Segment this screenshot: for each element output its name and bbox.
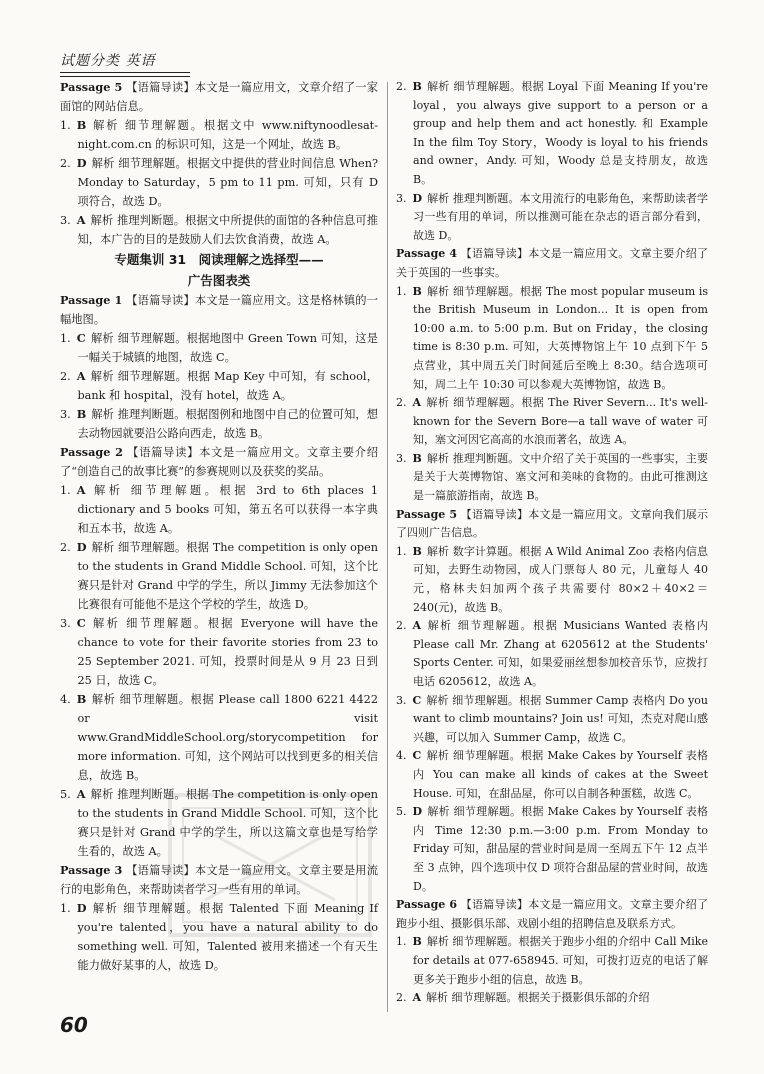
answer-item xyxy=(396,692,708,748)
answer-letter: C xyxy=(76,331,86,345)
answer-letter: C xyxy=(76,616,86,630)
passage-intro-text: 【语篇导读】本文是一篇应用文。文章主要是用流行的电影角色，来帮助读者学习一些有用的单词。 xyxy=(60,864,379,896)
answer-item xyxy=(396,803,708,896)
passage-label: Passage 4 xyxy=(396,247,458,261)
answer-explanation: 解析 数字计算题。根据 A Wild Animal Zoo 表格内信息可知，去野生动物园，成人门票每人 80 元，儿童每人 40 元，格林夫妇加两个孩子共需要付 80×2＋40×2＝240(元)，故选 B。 xyxy=(413,544,708,614)
question-number: 1. xyxy=(60,902,71,915)
question-number: 1. xyxy=(60,119,71,132)
answer-letter: B xyxy=(412,284,422,298)
passage-intro xyxy=(60,861,378,899)
question-number: 2. xyxy=(60,370,71,383)
question-number: 2. xyxy=(60,541,71,554)
answer-explanation: 解析 推理判断题。根据图例和地图中自己的位置可知，想去动物园就要沿公路向西走，故选 B。 xyxy=(77,408,378,440)
answer-letter: D xyxy=(412,191,423,205)
passage-label: Passage 3 xyxy=(60,863,123,877)
answer-item xyxy=(60,211,378,249)
question-number: 1. xyxy=(60,332,71,345)
answer-explanation: 解析 细节理解题。根据 Make Cakes by Yourself 表格内 Time 12:30 p.m.—3:00 p.m. From Monday to Friday 可知，甜品屋的营业时间是周一至周五下午 12 点半至 3 点钟，四个选项中仅 D 项符合甜品屋的营业时间，故选 D。 xyxy=(413,805,708,893)
answer-letter: D xyxy=(76,901,87,915)
question-number: 4. xyxy=(396,749,407,763)
section-title: 广告图表类 xyxy=(187,273,251,288)
passage-label: Passage 2 xyxy=(60,445,123,459)
question-number: 3. xyxy=(396,451,407,465)
question-number: 3. xyxy=(60,408,71,421)
question-number: 5. xyxy=(60,788,71,801)
passage-intro xyxy=(60,78,378,116)
answer-letter: A xyxy=(412,619,422,633)
answer-explanation: 解析 细节理解题。根据 Loyal 下面 Meaning If you're loyal，you always give support to a person or a group and help them and act honestly. 和 Example In the film Toy Story，Woody is loyal to his friends and owner，Andy. 可知，Woody 总是支持朋友，故选 B。 xyxy=(413,80,708,186)
answer-item xyxy=(396,394,708,450)
question-number: 3. xyxy=(396,693,407,707)
section-title: 专题集训 31 阅读理解之选择型—— xyxy=(114,252,324,267)
question-number: 4. xyxy=(60,693,71,706)
answer-explanation: 解析 细节理解题。根据 Everyone will have the chance to vote for their favorite stories from 23 to 25 September 2021. 可知，投票时间是从 9 月 23 日到 25 日，故选 C。 xyxy=(77,617,378,687)
answer-explanation: 解析 细节理解题。根据 The most popular museum is the British Museum in London... It is open from 10:00 a.m. to 5:00 p.m. But on Friday，the closing time is 8:30 p.m. 可知，大英博物馆上午 10 点到下午 5 点营业，其中周五关门时间延后至晚上 8:30。结合选项可知，周二上午 10:30 可以参观大英博物馆，故选 B。 xyxy=(413,284,708,391)
answer-item xyxy=(396,450,708,506)
answer-item xyxy=(60,899,378,975)
passage-intro-text: 【语篇导读】本文是一篇应用文。这是格林镇的一幅地图。 xyxy=(60,294,379,326)
question-number: 1. xyxy=(396,284,407,298)
header-rule-thin xyxy=(60,76,190,77)
answer-letter: B xyxy=(412,935,422,949)
answer-item xyxy=(396,543,708,617)
right-column xyxy=(396,78,708,1008)
answer-explanation: 解析 细节理解题。根据文中 www.niftynoodlesat-night.com.cn 的标识可知，这是一个网址，故选 B。 xyxy=(77,119,378,151)
answer-item xyxy=(396,747,708,803)
answer-explanation: 解析 细节理解题。根据 The River Severn... It's well-known for the Severn Bore—a tall wave of water 可知，塞文河因它高高的水浪而著名，故选 A。 xyxy=(413,396,708,447)
answer-explanation: 解析 细节理解题。根据 3rd to 6th places 1 dictionary and 5 books 可知，第五名可以获得一本字典和五本书，故选 A。 xyxy=(77,484,378,535)
passage-intro-text: 【语篇导读】本文是一篇应用文。文章主要介绍了关于英国的一些事实。 xyxy=(396,247,709,279)
answer-letter: B xyxy=(412,451,422,465)
answer-explanation: 解析 细节理解题。根据 Talented 下面 Meaning If you're talented，you have a natural ability to do something well. 可知，Talented 被用来描述一个有天生能力做好某事的人，故选 D。 xyxy=(77,902,378,972)
answer-explanation: 解析 细节理解题。根据关于摄影俱乐部的介绍 xyxy=(426,991,650,1005)
answer-explanation: 解析 推理判断题。本文用流行的电影角色，来帮助读者学习一些有用的单词，所以推测可能在杂志的语言部分看到，故选 D。 xyxy=(413,191,708,242)
answer-item xyxy=(60,367,378,405)
answer-item xyxy=(396,283,708,395)
answer-explanation: 解析 细节理解题。根据关于跑步小组的介绍中 Call Mike for details at 077-658945. 可知，可拨打迈克的电话了解更多关于跑步小组的信息，故选 B。 xyxy=(413,935,708,986)
answer-letter: D xyxy=(412,805,423,819)
question-number: 3. xyxy=(60,617,71,630)
answer-letter: D xyxy=(76,540,87,554)
answer-explanation: 解析 细节理解题。根据 Summer Camp 表格内 Do you want to climb mountains? Join us! 可知，杰克对爬山感兴趣，可以加入 Summer Camp，故选 C。 xyxy=(413,693,708,744)
answer-item xyxy=(60,481,378,538)
answer-item xyxy=(60,690,378,785)
answer-item xyxy=(396,190,708,246)
question-number: 2. xyxy=(396,619,407,633)
answer-item xyxy=(396,933,708,989)
page-number: 60 xyxy=(60,1013,88,1037)
column-divider xyxy=(387,82,388,1012)
passage-label: Passage 1 xyxy=(60,293,123,307)
answer-letter: A xyxy=(76,483,86,497)
answer-letter: A xyxy=(412,396,422,410)
answer-item xyxy=(60,329,378,367)
answer-item xyxy=(60,154,378,211)
header-title: 试题分类 英语 xyxy=(60,53,156,69)
question-number: 1. xyxy=(396,544,407,558)
passage-intro-text: 【语篇导读】本文是一篇应用文。文章主要介绍了跑步小组、摄影俱乐部、戏剧小组的招聘信息及联系方式。 xyxy=(396,898,709,930)
answer-letter: A xyxy=(76,369,86,383)
passage-label: Passage 6 xyxy=(396,898,458,912)
answer-explanation: 解析 推理判断题。文中介绍了关于英国的一些事实，主要是关于大英博物馆、塞文河和美味的食物的。由此可推测这是一篇旅游指南，故选 B。 xyxy=(413,451,708,503)
answer-explanation: 解析 推理判断题。根据文中所提供的面馆的各种信息可推知，本广告的目的是鼓励人们去饮食消费，故选 A。 xyxy=(77,214,378,246)
answer-letter: B xyxy=(412,544,422,558)
answer-item xyxy=(396,989,708,1008)
question-number: 2. xyxy=(60,157,71,170)
question-number: 2. xyxy=(396,396,407,410)
answer-letter: C xyxy=(412,693,422,707)
answer-letter: B xyxy=(76,692,87,706)
answer-explanation: 解析 细节理解题。根据 Please call 1800 6221 4422 or visit www.GrandMiddleSchool.org/storycompetition for more information. 可知，这个网站可以找到更多的相关信息，故选 B。 xyxy=(77,693,378,782)
passage-label: Passage 5 xyxy=(60,80,123,94)
question-number: 3. xyxy=(60,214,71,227)
passage-intro xyxy=(60,443,378,481)
question-number: 5. xyxy=(396,805,407,819)
answer-letter: A xyxy=(412,991,422,1005)
answer-explanation: 解析 细节理解题。根据地图中 Green Town 可知，这是一幅关于城镇的地图，故选 C。 xyxy=(77,332,378,364)
passage-intro xyxy=(396,245,708,282)
answer-item xyxy=(396,78,708,190)
passage-intro-text: 【语篇导读】本文是一篇应用文，文章介绍了一家面馆的网站信息。 xyxy=(60,81,379,113)
left-column xyxy=(60,78,378,975)
question-number: 3. xyxy=(396,191,407,205)
answer-letter: A xyxy=(76,213,86,227)
passage-intro-text: 【语篇导读】本文是一篇应用文。文章主要介绍了“创造自己的故事比赛”的参赛规则以及获奖的奖品。 xyxy=(60,446,379,478)
answer-explanation: 解析 细节理解题。根据 Map Key 中可知，有 school，bank 和 hospital，没有 hotel，故选 A。 xyxy=(77,370,378,402)
question-number: 2. xyxy=(396,991,407,1005)
answer-item xyxy=(60,405,378,443)
answer-letter: B xyxy=(412,80,422,93)
answer-letter: B xyxy=(76,407,87,421)
answer-explanation: 解析 细节理解题。根据 Make Cakes by Yourself 表格内 You can make all kinds of cakes at the Sweet House. 可知，在甜品屋，你可以自制各种蛋糕，故选 C。 xyxy=(413,749,708,800)
passage-intro xyxy=(396,506,708,543)
question-number: 1. xyxy=(396,935,407,949)
passage-label: Passage 5 xyxy=(396,507,458,521)
answer-letter: A xyxy=(76,787,86,801)
answer-explanation: 解析 细节理解题。根据 The competition is only open to the students in Grand Middle School. 可知，这个比赛只是针对 Grand 中学的学生，所以 Jimmy 无法参加这个比赛很有可能他不是这个学校的学生，故选 D。 xyxy=(77,541,378,611)
passage-intro xyxy=(60,291,378,329)
answer-item xyxy=(60,614,378,690)
answer-item xyxy=(60,538,378,614)
answer-item xyxy=(396,617,708,691)
running-header xyxy=(60,52,190,76)
answer-item xyxy=(60,116,378,154)
passage-intro-text: 【语篇导读】本文是一篇应用文。文章向我们展示了四则广告信息。 xyxy=(396,507,709,540)
question-number: 1. xyxy=(60,484,71,497)
answer-letter: D xyxy=(76,156,87,170)
passage-intro xyxy=(396,896,708,933)
answer-explanation: 解析 细节理解题。根据 Musicians Wanted 表格内 Please call Mr. Zhang at 6205612 at the Students' Sports Center. 可知，如果爱丽丝想参加校音乐节，应拨打电话 6205612，故选 A。 xyxy=(413,619,708,688)
answer-explanation: 解析 推理判断题。根据 The competition is only open to the students in Grand Middle School. 可知，这个比赛只是针对 Grand 中学的学生，所以这篇文章也是写给学生看的，故选 A。 xyxy=(77,788,378,858)
answer-item xyxy=(60,785,378,861)
header-rule xyxy=(60,72,190,73)
answer-explanation: 解析 细节理解题。根据文中提供的营业时间信息 When? Monday to Saturday，5 pm to 11 pm. 可知，只有 D 项符合，故选 D。 xyxy=(77,157,378,208)
answer-letter: B xyxy=(76,118,87,132)
question-number: 2. xyxy=(396,80,407,93)
answer-letter: C xyxy=(412,749,422,763)
